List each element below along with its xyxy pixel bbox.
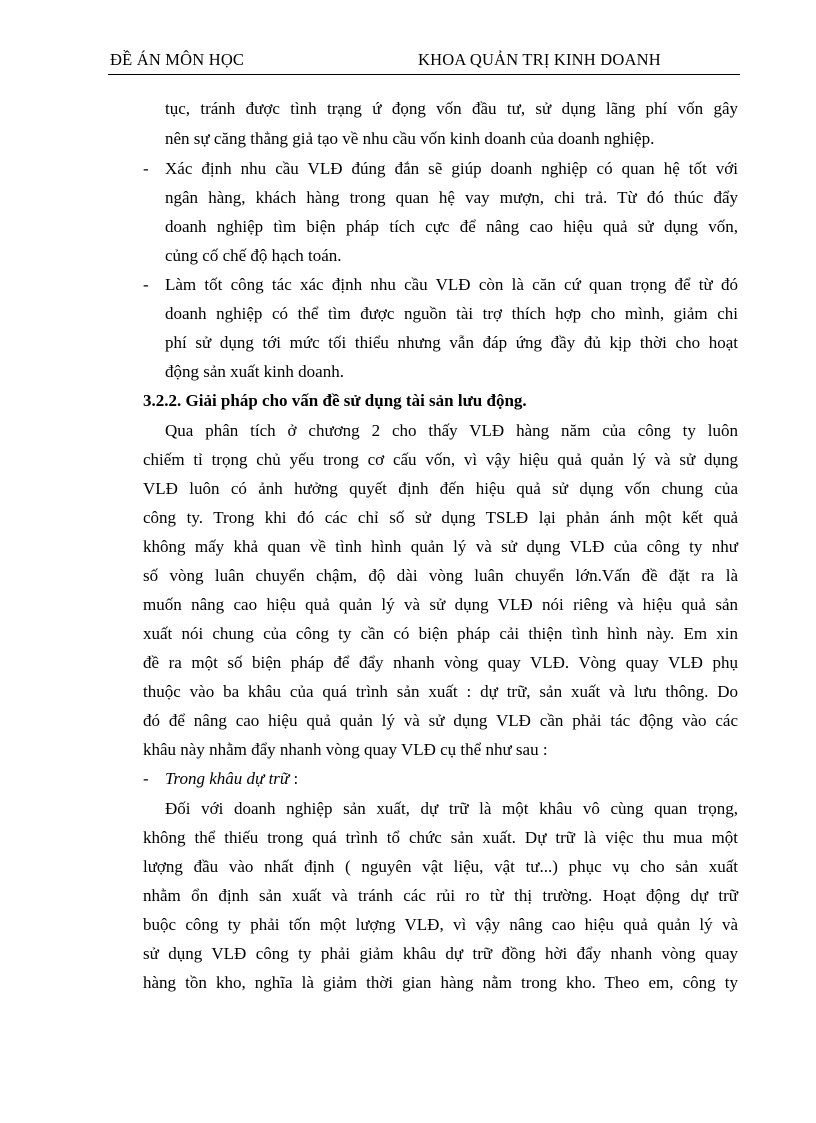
text-line: buộc công ty phải tốn một lượng VLĐ, vì vậy nâng cao hiệu quả quản lý và bbox=[143, 915, 738, 934]
bullet-dash: - bbox=[143, 769, 149, 788]
text-line: lượng đầu vào nhất định ( nguyên vật liệu, vật tư...) phục vụ cho sản xuất bbox=[143, 857, 738, 876]
text-line: Xác định nhu cầu VLĐ đúng đắn sẽ giúp doanh nghiệp có quan hệ tốt với bbox=[165, 159, 738, 178]
text-line: ngân hàng, khách hàng trong quan hệ vay mượn, chi trả. Từ đó thúc đẩy bbox=[165, 188, 738, 207]
page-header bbox=[108, 50, 740, 75]
text-line: nhằm ổn định sản xuất và tránh các rủi ro từ thị trường. Hoạt động dự trữ bbox=[143, 886, 738, 905]
text-line: khâu này nhằm đẩy nhanh vòng quay VLĐ cụ thể như sau : bbox=[143, 740, 548, 759]
subsection-label bbox=[165, 769, 298, 789]
section-heading: 3.2.2. Giải pháp cho vấn đề sử dụng tài sản lưu động. bbox=[143, 391, 527, 410]
text-line: VLĐ luôn có ảnh hưởng quyết định đến hiệu quả sử dụng vốn chung của bbox=[143, 479, 738, 498]
text-line: doanh nghiệp tìm biện pháp tích cực để nâng cao hiệu quả sử dụng vốn, bbox=[165, 217, 738, 236]
text-line: phí sử dụng tới mức tối thiểu nhưng vẫn đáp ứng đầy đủ kịp thời cho hoạt bbox=[165, 333, 738, 352]
header-right-title: KHOA QUẢN TRỊ KINH DOANH bbox=[418, 50, 661, 69]
text-line: đó để nâng cao hiệu quả quản lý và sử dụng VLĐ cần phải tác động vào các bbox=[143, 711, 738, 730]
text-line: tục, tránh được tình trạng ứ đọng vốn đầu tư, sử dụng lãng phí vốn gây bbox=[165, 99, 738, 118]
text-line: sử dụng VLĐ công ty phải giảm khâu dự trữ đồng hời đẩy nhanh vòng quay bbox=[143, 944, 738, 963]
text-line: số vòng luân chuyển chậm, độ dài vòng luân chuyển lớn.Vấn đề đặt ra là bbox=[143, 566, 738, 585]
text-line: công ty. Trong khi đó các chỉ số sử dụng TSLĐ lại phản ánh một kết quả bbox=[143, 508, 738, 527]
text-line: Đối với doanh nghiệp sản xuất, dự trữ là một khâu vô cùng quan trọng, bbox=[165, 799, 738, 818]
text-line: không mấy khả quan về tình hình quản lý và sử dụng VLĐ của công ty như bbox=[143, 537, 738, 556]
text-line: Làm tốt công tác xác định nhu cầu VLĐ còn là căn cứ quan trọng để từ đó bbox=[165, 275, 738, 294]
text-line: xuất nói chung của công ty cần có biện pháp cải thiện tình hình này. Em xin bbox=[143, 624, 738, 643]
text-line: hàng tồn kho, nghĩa là giảm thời gian hàng nằm trong kho. Theo em, công ty bbox=[143, 973, 738, 992]
text-line: củng cố chế độ hạch toán. bbox=[165, 246, 342, 265]
text-line: nên sự căng thẳng giả tạo về nhu cầu vốn kinh doanh của doanh nghiệp. bbox=[165, 129, 655, 148]
text-line: muốn nâng cao hiệu quả quản lý và sử dụng VLĐ nói riêng và hiệu quả sản bbox=[143, 595, 738, 614]
header-left-title: ĐỀ ÁN MÔN HỌC bbox=[110, 50, 245, 69]
bullet-dash: - bbox=[143, 159, 149, 178]
subsection-italic: Trong khâu dự trữ bbox=[165, 769, 290, 788]
text-line: động sản xuất kinh doanh. bbox=[165, 362, 344, 381]
bullet-dash: - bbox=[143, 275, 149, 294]
text-line: thuộc vào ba khâu của quá trình sản xuất : dự trữ, sản xuất và lưu thông. Do bbox=[143, 682, 738, 701]
text-line: Qua phân tích ở chương 2 cho thấy VLĐ hàng năm của công ty luôn bbox=[165, 421, 738, 440]
text-line: chiếm tỉ trọng chủ yếu trong cơ cấu vốn, vì vậy hiệu quả quản lý và sử dụng bbox=[143, 450, 738, 469]
text-line: đề ra một số biện pháp để đẩy nhanh vòng quay VLĐ. Vòng quay VLĐ phụ bbox=[143, 653, 738, 672]
text-line: không thể thiếu trong quá trình tổ chức sản xuất. Dự trữ là việc thu mua một bbox=[143, 828, 738, 847]
subsection-colon: : bbox=[289, 769, 299, 788]
text-line: doanh nghiệp có thể tìm được nguồn tài trợ thích hợp cho mình, giảm chi bbox=[165, 304, 738, 323]
